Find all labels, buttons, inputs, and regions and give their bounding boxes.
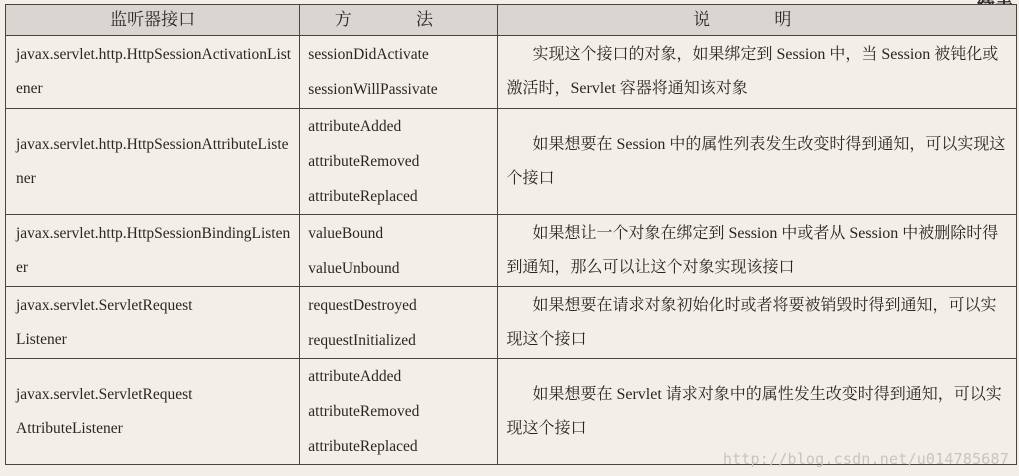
description-cell — [498, 36, 1017, 109]
table-row — [6, 109, 1017, 215]
interface-cell: javax.servlet.http.HttpSessionAttributeListener — [6, 109, 300, 215]
table-row — [6, 287, 1017, 359]
method-name: attributeRemoved — [308, 153, 420, 170]
description-text: 实现这个接口的对象，如果绑定到 Session 中，当 Session 被钝化或激活时，Servlet 容器将通知该对象 — [506, 46, 999, 97]
method-name: requestInitialized — [308, 331, 416, 349]
interface-cell: javax.servlet.http.HttpSessionBindingListener — [6, 215, 300, 287]
description-text: 如果想让一个对象在绑定到 Session 中或者从 Session 中被删除时得到通知，那么可以让这个对象实现该接口 — [506, 224, 999, 276]
method-name: attributeReplaced — [308, 188, 418, 205]
description-cell — [498, 215, 1017, 287]
methods-cell — [300, 359, 498, 465]
listener-table — [5, 4, 1017, 465]
method-name: valueBound — [308, 224, 384, 242]
method-name: attributeReplaced — [308, 438, 418, 455]
method-name: sessionDidActivate — [308, 46, 429, 63]
interface-cell: javax.servlet.http.HttpSessionActivationListener — [6, 36, 300, 109]
description-cell — [498, 359, 1017, 465]
description-text: 如果想要在 Session 中的属性列表发生改变时得到通知，可以实现这个接口 — [506, 135, 1006, 187]
method-name: attributeAdded — [308, 368, 402, 385]
header-description — [498, 5, 1017, 36]
interface-cell: javax.servlet.ServletRequest Listener — [6, 287, 300, 359]
header-interface: 监听器接口 — [6, 5, 300, 36]
method-name: valueUnbound — [308, 259, 400, 277]
interface-cell: javax.servlet.ServletRequest AttributeListener — [6, 359, 300, 465]
description-cell — [498, 109, 1017, 215]
watermark-text: http://blog.csdn.net/u014785687 — [722, 450, 1009, 468]
method-name: requestDestroyed — [308, 296, 417, 314]
methods-cell — [300, 109, 498, 215]
description-text: 如果想要在 Servlet 请求对象中的属性发生改变时得到通知，可以实现这个接口 — [506, 385, 1002, 437]
methods-cell — [300, 215, 498, 287]
method-name: sessionWillPassivate — [308, 81, 438, 98]
header-description-text: 说 明 — [693, 10, 822, 29]
table-header-row — [6, 5, 1017, 36]
method-name: attributeAdded — [308, 118, 402, 135]
table-row — [6, 36, 1017, 109]
header-method-text: 方 法 — [334, 10, 463, 29]
methods-cell — [300, 287, 498, 359]
header-method — [300, 5, 498, 36]
table-row — [6, 215, 1017, 287]
description-cell — [498, 287, 1017, 359]
table-row — [6, 359, 1017, 465]
description-text: 如果想要在请求对象初始化时或者将要被销毁时得到通知，可以实现这个接口 — [506, 296, 997, 348]
method-name: attributeRemoved — [308, 403, 420, 420]
methods-cell — [300, 36, 498, 109]
